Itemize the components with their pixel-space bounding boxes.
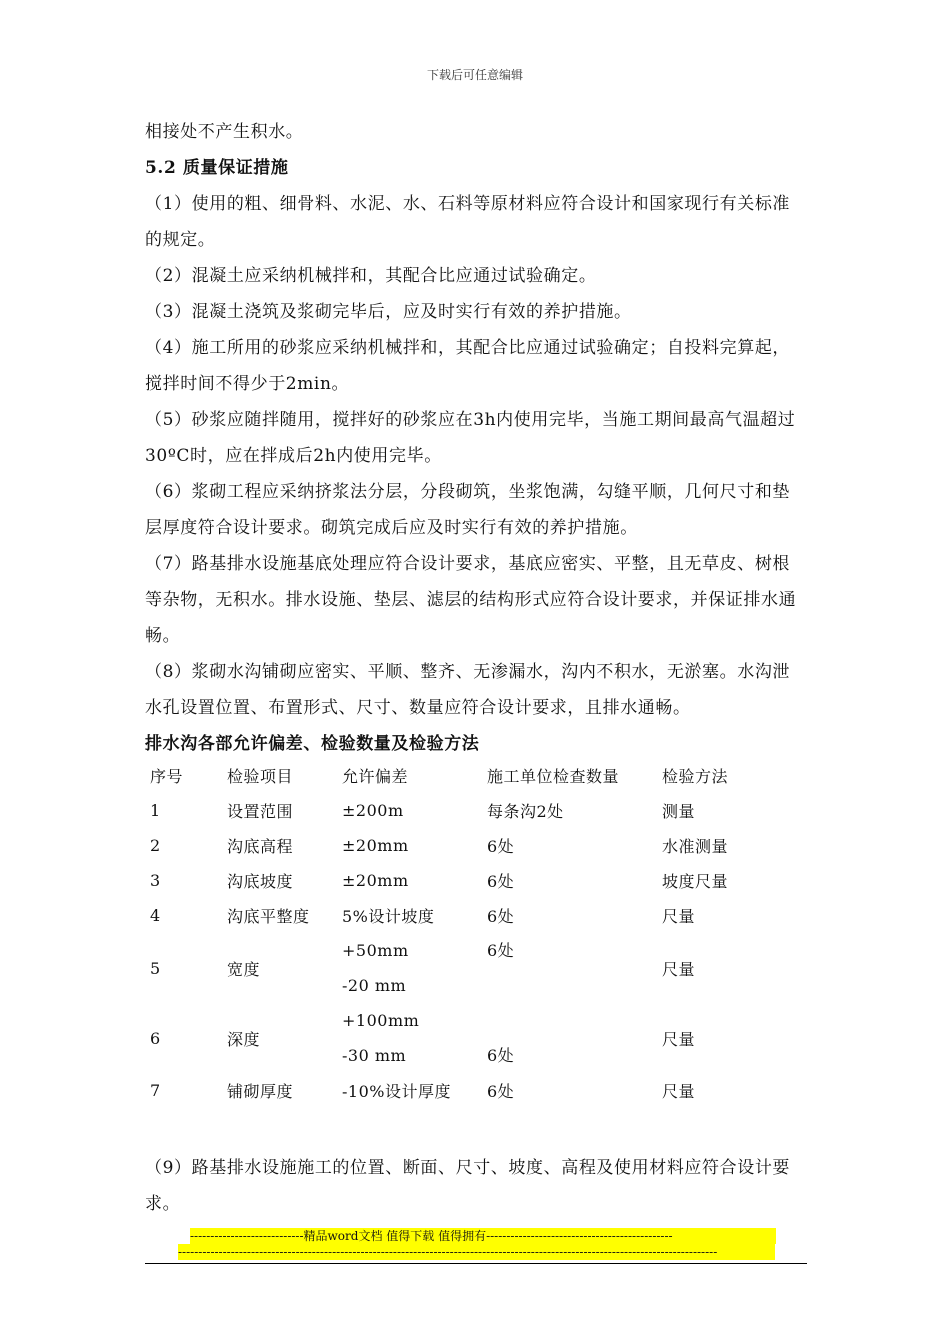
row-tolerance: 5%设计坡度 <box>342 907 435 926</box>
paragraph: 相接处不产生积水。 <box>145 122 304 142</box>
footer-banner <box>178 1228 775 1260</box>
row-no: 4 <box>150 906 161 925</box>
row-method: 尺量 <box>662 1029 696 1049</box>
item-3: （3）混凝土浇筑及浆砌完毕后，应及时实行有效的养护措施。 <box>145 302 632 322</box>
closing-text <box>145 1150 805 1222</box>
row-method: 尺量 <box>662 1082 696 1101</box>
row-quantity <box>487 933 662 1003</box>
footer-line-1: ----------------------------精品word文档 值得下载 值得拥有---------------------------------------------- <box>190 1228 776 1244</box>
row-quantity: 6处 <box>487 907 515 926</box>
row-method: 坡度尺量 <box>662 872 729 891</box>
item-9: （9）路基排水设施施工的位置、断面、尺寸、坡度、高程及使用材料应符合设计要求。 <box>145 1158 791 1214</box>
table-row <box>145 828 802 863</box>
table-row <box>145 1073 802 1108</box>
row-quantity: 每条沟2处 <box>487 802 564 821</box>
row-no: 3 <box>150 871 161 890</box>
row-item: 宽度 <box>227 959 261 979</box>
row-item: 沟底高程 <box>227 837 294 856</box>
item-7: （7）路基排水设施基底处理应符合设计要求，基底应密实、平整，且无草皮、树根等杂物，无积水。排水设施、垫层、滤层的结构形式应符合设计要求，并保证排水通畅。 <box>145 554 797 646</box>
header-item: 检验项目 <box>227 767 294 786</box>
body-text <box>145 114 805 762</box>
row-no: 7 <box>150 1081 161 1100</box>
row-method: 测量 <box>662 802 696 821</box>
item-1: （1）使用的粗、细骨料、水泥、水、石料等原材料应符合设计和国家现行有关标准的规定。 <box>145 194 791 250</box>
header-no: 序号 <box>150 767 184 786</box>
tolerance-upper: +100mm <box>342 1011 420 1030</box>
header-quantity: 施工单位检查数量 <box>487 767 620 786</box>
section-title: 5.2 质量保证措施 <box>145 158 289 178</box>
row-no: 6 <box>150 1028 161 1048</box>
row-tolerance: ±20mm <box>342 836 409 855</box>
table-header-row <box>145 758 802 793</box>
tolerance-lower: -30 mm <box>342 1046 407 1065</box>
item-4: （4）施工所用的砂浆应采纳机械拌和，其配合比应通过试验确定；自投料完算起，搅拌时间不得少于2min。 <box>145 338 791 394</box>
header-tolerance: 允许偏差 <box>342 767 409 786</box>
row-method: 水准测量 <box>662 837 729 856</box>
footer-divider <box>145 1263 807 1264</box>
row-method: 尺量 <box>662 907 696 926</box>
row-no: 5 <box>150 958 161 978</box>
table-title: 排水沟各部允许偏差、检验数量及检验方法 <box>145 734 480 754</box>
row-method: 尺量 <box>662 959 696 979</box>
row-quantity <box>487 1003 662 1073</box>
row-item: 设置范围 <box>227 802 294 821</box>
table-row <box>145 898 802 933</box>
item-5: （5）砂浆应随拌随用，搅拌好的砂浆应在3h内使用完毕，当施工期间最高气温超过30ºC时，应在拌成后2h内使用完毕。 <box>145 410 796 466</box>
tolerance-upper: +50mm <box>342 941 409 960</box>
row-quantity: 6处 <box>487 872 515 891</box>
tolerance-table <box>145 758 802 1108</box>
header-method: 检验方法 <box>662 767 729 786</box>
table-row <box>145 863 802 898</box>
page-header: 下载后可任意编辑 <box>426 68 523 82</box>
row-tolerance <box>342 1003 487 1073</box>
tolerance-lower: -20 mm <box>342 976 407 995</box>
tolerance-table-wrapper <box>145 758 805 1108</box>
quantity-value: 6处 <box>487 941 515 960</box>
row-item: 沟底平整度 <box>227 907 310 926</box>
row-tolerance: ±20mm <box>342 871 409 890</box>
row-item: 深度 <box>227 1029 261 1049</box>
row-tolerance <box>342 933 487 1003</box>
row-no: 1 <box>150 801 161 820</box>
item-6: （6）浆砌工程应采纳挤浆法分层，分段砌筑，坐浆饱满，勾缝平顺，几何尺寸和垫层厚度符合设计要求。砌筑完成后应及时实行有效的养护措施。 <box>145 482 791 538</box>
table-row <box>145 793 802 828</box>
quantity-value: 6处 <box>487 1046 515 1065</box>
row-item: 沟底坡度 <box>227 872 294 891</box>
row-quantity: 6处 <box>487 837 515 856</box>
table-row <box>145 933 802 1003</box>
row-item: 铺砌厚度 <box>227 1082 294 1101</box>
row-tolerance: -10%设计厚度 <box>342 1082 451 1101</box>
item-2: （2）混凝土应采纳机械拌和，其配合比应通过试验确定。 <box>145 266 597 286</box>
footer-line-2: ------------------------------------------------------------------------------------------------------------------------------------- <box>178 1244 775 1260</box>
row-quantity: 6处 <box>487 1082 515 1101</box>
table-row <box>145 1003 802 1073</box>
row-tolerance: ±200m <box>342 801 404 820</box>
item-8: （8）浆砌水沟铺砌应密实、平顺、整齐、无渗漏水，沟内不积水，无淤塞。水沟泄水孔设置位置、布置形式、尺寸、数量应符合设计要求，且排水通畅。 <box>145 662 791 718</box>
row-no: 2 <box>150 836 161 855</box>
